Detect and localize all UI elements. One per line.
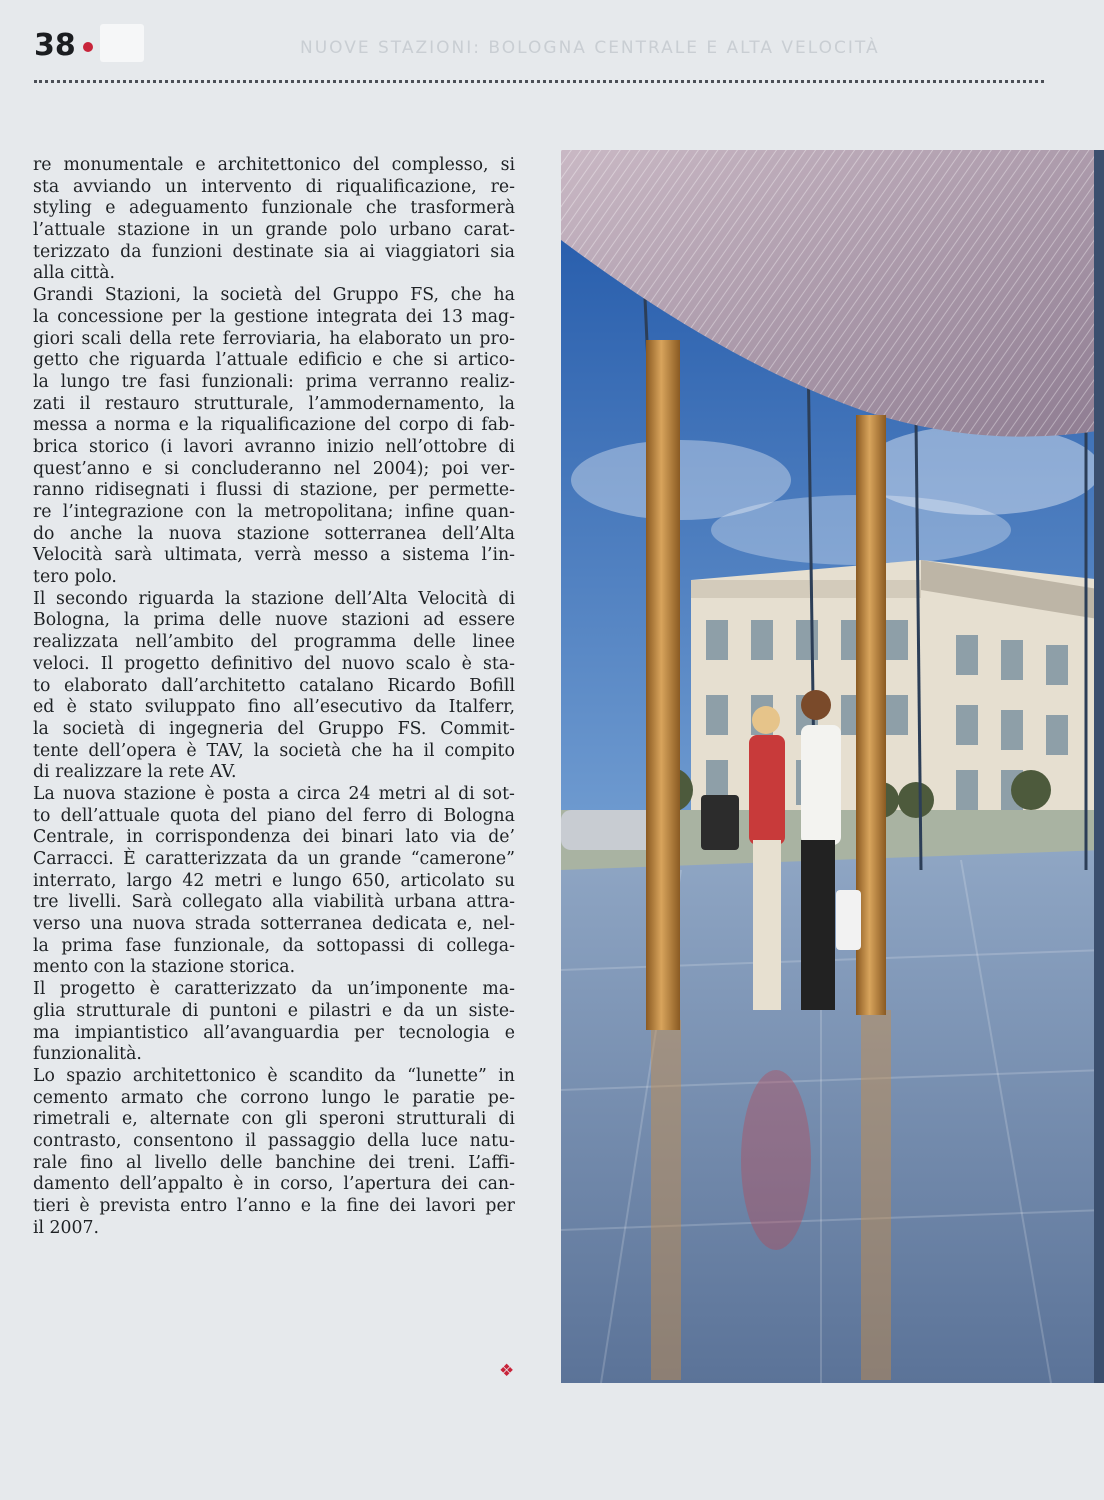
article-line: rimetrali e, alternate con gli speroni strutturali di	[33, 1109, 515, 1130]
article-line: il 2007.	[33, 1217, 100, 1238]
article-line: La nuova stazione è posta a circa 24 metri al di sot-	[33, 783, 515, 804]
article-line: funzionalità.	[33, 1044, 142, 1065]
page-header	[0, 0, 1104, 100]
header-dotted-rule	[34, 80, 1044, 83]
article-line: terizzato da funzioni destinate sia ai viaggiatori sia	[33, 241, 515, 262]
end-of-article-icon: ❖	[499, 1361, 515, 1381]
article-line: ed è stato sviluppato fino all’esecutivo da Italferr,	[33, 697, 515, 718]
article-line: zati il restauro strutturale, l’ammodernamento, la	[33, 393, 515, 414]
article-line: la società di ingegneria del Gruppo FS. Commit-	[33, 718, 515, 739]
article-line: getto che riguarda l’attuale edificio e che si artico-	[33, 350, 515, 371]
article-line: Lo spazio architettonico è scandito da “lunette” in	[33, 1065, 515, 1086]
article-line: Il secondo riguarda la stazione dell’Alta Velocità di	[33, 588, 515, 609]
article-line: damento dell’appalto è in corso, l’apertura dei can-	[33, 1174, 515, 1195]
article-line: glia strutturale di puntoni e pilastri e da un siste-	[33, 1000, 515, 1021]
magazine-logo-icon	[100, 24, 144, 62]
bullet-dot-icon	[83, 42, 93, 52]
article-line: tieri è prevista entro l’anno e la fine dei lavori per	[33, 1196, 515, 1216]
article-line: realizzata nell’ambito del programma delle linee	[33, 632, 515, 653]
article-line: Il progetto è caratterizzato da un’imponente ma-	[33, 979, 515, 1000]
article-line: tero polo.	[33, 567, 117, 588]
article-line: cemento armato che corrono lungo le paratie pe-	[33, 1087, 515, 1108]
article-line: sta avviando un intervento di riqualificazione, re-	[33, 176, 515, 197]
article-line: ma impiantistico all’avanguardia per tecnologia e	[33, 1022, 515, 1043]
article-line: re monumentale e architettonico del complesso, si	[33, 155, 515, 175]
article-line: do anche la nuova stazione sotterranea dell’Alta	[33, 523, 515, 544]
article-line: mento con la stazione storica.	[33, 957, 296, 978]
article-line: brica storico (i lavori avranno inizio nell’ottobre di	[33, 436, 515, 457]
article-line: contrasto, consentono il passaggio della luce natu-	[33, 1130, 515, 1151]
article-line: re l’integrazione con la metropolitana; infine quan-	[33, 502, 515, 522]
article-line: ranno ridisegnati i flussi di stazione, per permette-	[33, 480, 515, 501]
article-line: la prima fase funzionale, da sottopassi di collega-	[33, 935, 515, 956]
article-body	[33, 155, 515, 1239]
article-line: to elaborato dall’architetto catalano Ricardo Bofill	[33, 675, 515, 696]
article-line: styling e adeguamento funzionale che trasformerà	[33, 198, 515, 219]
article-line: Carracci. È caratterizzata da un grande “camerone”	[33, 849, 515, 869]
article-line: veloci. Il progetto definitivo del nuovo scalo è sta-	[33, 653, 515, 674]
station-rendering-image	[561, 150, 1104, 1383]
article-line: giori scali della rete ferroviaria, ha elaborato un pro-	[33, 328, 515, 349]
article-line: interrato, largo 42 metri e lungo 650, articolato su	[33, 870, 515, 891]
article-line: to dell’attuale quota del piano del ferro di Bologna	[33, 805, 515, 826]
article-line: messa a norma e la riqualificazione del corpo di fab-	[33, 415, 515, 436]
article-line: verso una nuova strada sotterranea dedicata e, nel-	[33, 914, 515, 935]
article-line: Grandi Stazioni, la società del Gruppo FS, che ha	[33, 285, 515, 306]
article-line: rale fino al livello delle banchine dei treni. L’affi-	[33, 1152, 515, 1173]
article-line: Bologna, la prima delle nuove stazioni ad essere	[33, 610, 515, 631]
article-line: Centrale, in corrispondenza dei binari lato via de’	[33, 827, 515, 848]
article-line: di realizzare la rete AV.	[33, 762, 237, 783]
article-line: la lungo tre fasi funzionali: prima verranno realiz-	[33, 371, 515, 392]
running-title: NUOVE STAZIONI: BOLOGNA CENTRALE E ALTA VELOCITÀ	[300, 38, 880, 58]
article-line: l’attuale stazione in un grande polo urbano carat-	[33, 220, 515, 241]
article-line: alla città.	[33, 263, 116, 284]
article-line: tente dell’opera è TAV, la società che ha il compito	[33, 740, 515, 761]
article-line: Velocità sarà ultimata, verrà messo a sistema l’in-	[33, 545, 515, 566]
article-line: la concessione per la gestione integrata dei 13 mag-	[33, 306, 515, 327]
article-line: tre livelli. Sarà collegato alla viabilità urbana attra-	[33, 892, 515, 913]
article-line: quest’anno e si concluderanno nel 2004); poi ver-	[33, 458, 515, 479]
page-number: 38	[34, 28, 76, 63]
